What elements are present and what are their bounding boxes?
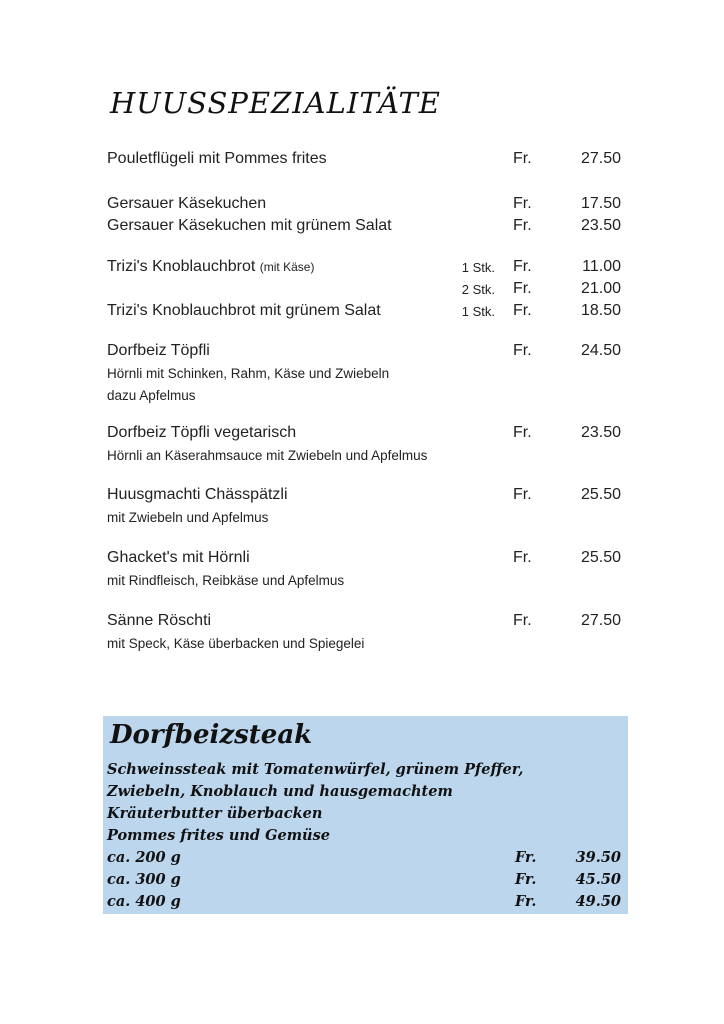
steak-description-line: Pommes frites und Gemüse [107, 827, 330, 844]
steak-description-line: Schweinssteak mit Tomatenwürfel, grünem Pfeffer, [107, 761, 524, 778]
item-price: 23.50 [580, 217, 621, 234]
item-currency: Fr. [513, 258, 532, 275]
steak-price: 49.50 [575, 893, 621, 910]
item-description: mit Rindfleisch, Reibkäse und Apfelmus [107, 573, 345, 588]
item-price: 25.50 [580, 549, 621, 566]
item-currency: Fr. [513, 195, 532, 212]
item-price: 18.50 [580, 302, 621, 319]
item-currency: Fr. [513, 217, 532, 234]
menu-item [107, 547, 621, 569]
item-name: Dorfbeiz Töpfli vegetarisch [107, 424, 297, 441]
item-currency: Fr. [513, 280, 532, 297]
steak-price: 45.50 [575, 871, 621, 888]
menu-item [107, 340, 621, 362]
menu-item [107, 422, 621, 444]
item-currency: Fr. [513, 342, 532, 359]
item-currency: Fr. [513, 549, 532, 566]
steak-weight: ca. 300 g [107, 871, 181, 888]
item-currency: Fr. [513, 150, 532, 167]
item-quantity: 1 Stk. [461, 260, 495, 275]
steak-title: Dorfbeizsteak [110, 720, 313, 750]
item-price: 27.50 [580, 150, 621, 167]
steak-price: 39.50 [575, 849, 621, 866]
item-name: Dorfbeiz Töpfli [107, 342, 210, 359]
menu-item [107, 215, 621, 237]
item-note: (mit Käse) [259, 260, 315, 274]
item-name: Gersauer Käsekuchen mit grünem Salat [107, 217, 392, 234]
menu-item [107, 278, 621, 300]
item-price: 21.00 [580, 280, 621, 297]
menu-item [107, 193, 621, 215]
steak-box [103, 716, 628, 914]
item-currency: Fr. [513, 424, 532, 441]
item-name: Pouletflügeli mit Pommes frites [107, 150, 327, 167]
steak-description-line: Zwiebeln, Knoblauch und hausgemachtem [107, 783, 453, 800]
menu-item [107, 610, 621, 632]
item-description: mit Zwiebeln und Apfelmus [107, 510, 269, 525]
steak-weight: ca. 400 g [107, 893, 181, 910]
item-name: Huusgmachti Chässpätzli [107, 486, 288, 503]
item-currency: Fr. [513, 612, 532, 629]
item-name: Trizi's Knoblauchbrot mit grünem Salat [107, 302, 381, 319]
item-name: Ghacket's mit Hörnli [107, 549, 250, 566]
item-currency: Fr. [513, 302, 532, 319]
item-price: 11.00 [582, 258, 621, 275]
item-currency: Fr. [513, 486, 532, 503]
section-title: HUUSSPEZIALITÄTE [110, 86, 441, 120]
steak-description-line: Kräuterbutter überbacken [107, 805, 323, 822]
item-name: Sänne Röschti [107, 612, 212, 629]
item-price: 25.50 [580, 486, 621, 503]
item-description: mit Speck, Käse überbacken und Spiegelei [107, 636, 365, 651]
steak-currency: Fr. [515, 871, 537, 888]
item-quantity: 1 Stk. [461, 304, 495, 319]
steak-currency: Fr. [515, 893, 537, 910]
item-description: Hörnli mit Schinken, Rahm, Käse und Zwiebeln [107, 366, 390, 381]
steak-size-row [107, 847, 621, 869]
item-price: 23.50 [580, 424, 621, 441]
item-price: 17.50 [580, 195, 621, 212]
menu-item [107, 148, 621, 170]
steak-size-row [107, 891, 621, 913]
steak-weight: ca. 200 g [107, 849, 181, 866]
item-price: 24.50 [580, 342, 621, 359]
menu-item [107, 256, 621, 278]
menu-item [107, 300, 621, 322]
menu-item [107, 484, 621, 506]
item-name: Gersauer Käsekuchen [107, 195, 267, 212]
item-description: dazu Apfelmus [107, 388, 196, 403]
item-description: Hörnli an Käserahmsauce mit Zwiebeln und Apfelmus [107, 448, 428, 463]
steak-currency: Fr. [515, 849, 537, 866]
steak-size-row [107, 869, 621, 891]
item-quantity: 2 Stk. [461, 282, 495, 297]
item-price: 27.50 [580, 612, 621, 629]
item-name: Trizi's Knoblauchbrot (mit Käse) [107, 258, 315, 275]
